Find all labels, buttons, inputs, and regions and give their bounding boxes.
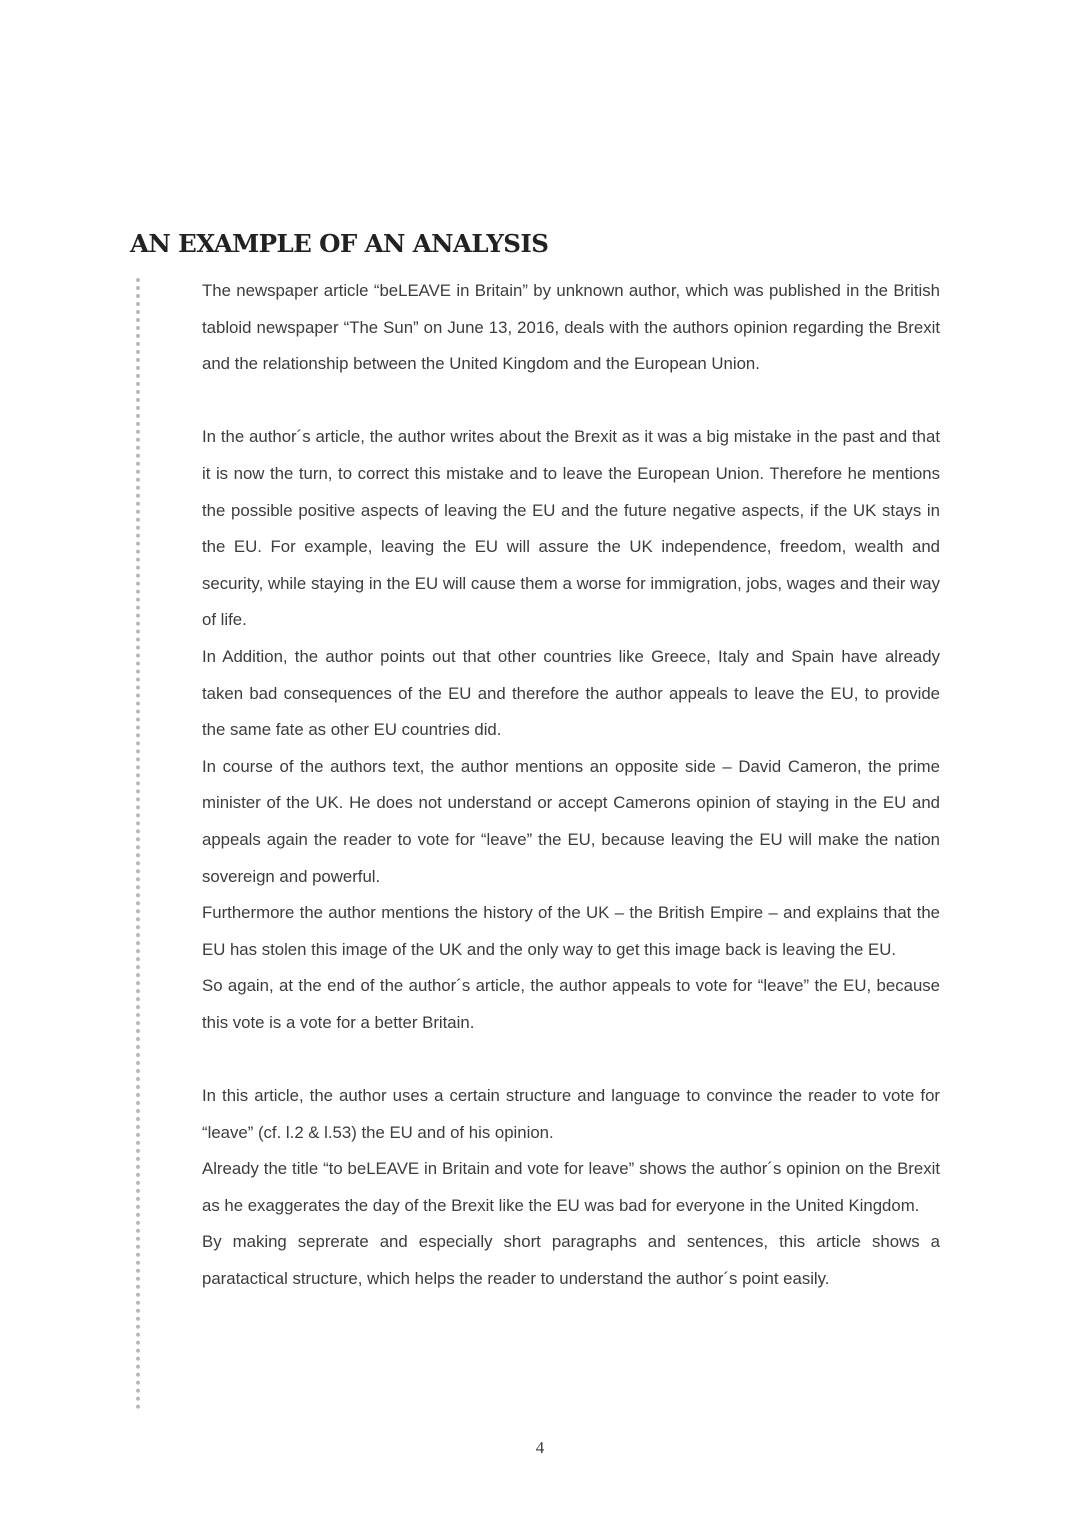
analysis-body [202,273,940,1298]
paragraph-british-empire: Furthermore the author mentions the history of the UK – the British Empire – and explains that the EU has stolen this image of the UK and the only way to get this image back is leaving the EU. [202,903,940,959]
paragraph-structure-language: In this article, the author uses a certain structure and language to convince the reader to vote for “leave” (cf. l.2 & l.53) the EU and of his opinion. [202,1086,940,1142]
page-heading: AN EXAMPLE OF AN ANALYSIS [130,229,549,258]
paragraph-spacer [202,383,940,420]
paragraph-content-summary: In the author´s article, the author writes about the Brexit as it was a big mistake in the past and that it is now the turn, to correct this mistake and to leave the European Union. Therefore he mentions the possible positive aspects of leaving the EU and the future negative aspects, if the UK stays in the EU. For example, leaving the EU will assure the UK independence, freedom, wealth and security, while staying in the EU will cause them a worse for immigration, jobs, wages and their way of life. [202,427,940,630]
paragraph-cameron: In course of the authors text, the author mentions an opposite side – David Cameron, the prime minister of the UK. He does not understand or accept Camerons opinion of staying in the EU and appeals again the reader to vote for “leave” the EU, because leaving the EU will make the nation sovereign and powerful. [202,756,940,886]
paragraph-other-countries: In Addition, the author points out that other countries like Greece, Italy and Spain have already taken bad consequences of the EU and therefore the author appeals to leave the EU, to provide the same fate as other EU countries did. [202,646,940,740]
page-number: 4 [535,1438,545,1457]
dotted-margin-rule [136,278,140,1410]
paragraph-title-analysis: Already the title “to beLEAVE in Britain and vote for leave” shows the author´s opinion on the Brexit as he exaggerates the day of the Brexit like the EU was bad for everyone in the United Kingdom. [202,1159,940,1215]
paragraph-spacer [202,1041,940,1078]
paragraph-parataxis: By making seprerate and especially short paragraphs and sentences, this article shows a paratactical structure, which helps the reader to understand the author´s point easily. [202,1232,940,1289]
paragraph-intro: The newspaper article “beLEAVE in Britain” by unknown author, which was published in the British tabloid newspaper “The Sun” on June 13, 2016, deals with the authors opinion regarding the Brexit and the relationship between the United Kingdom and the European Union. [202,281,940,374]
paragraph-conclusion-summary: So again, at the end of the author´s article, the author appeals to vote for “leave” the EU, because this vote is a vote for a better Britain. [202,976,940,1032]
